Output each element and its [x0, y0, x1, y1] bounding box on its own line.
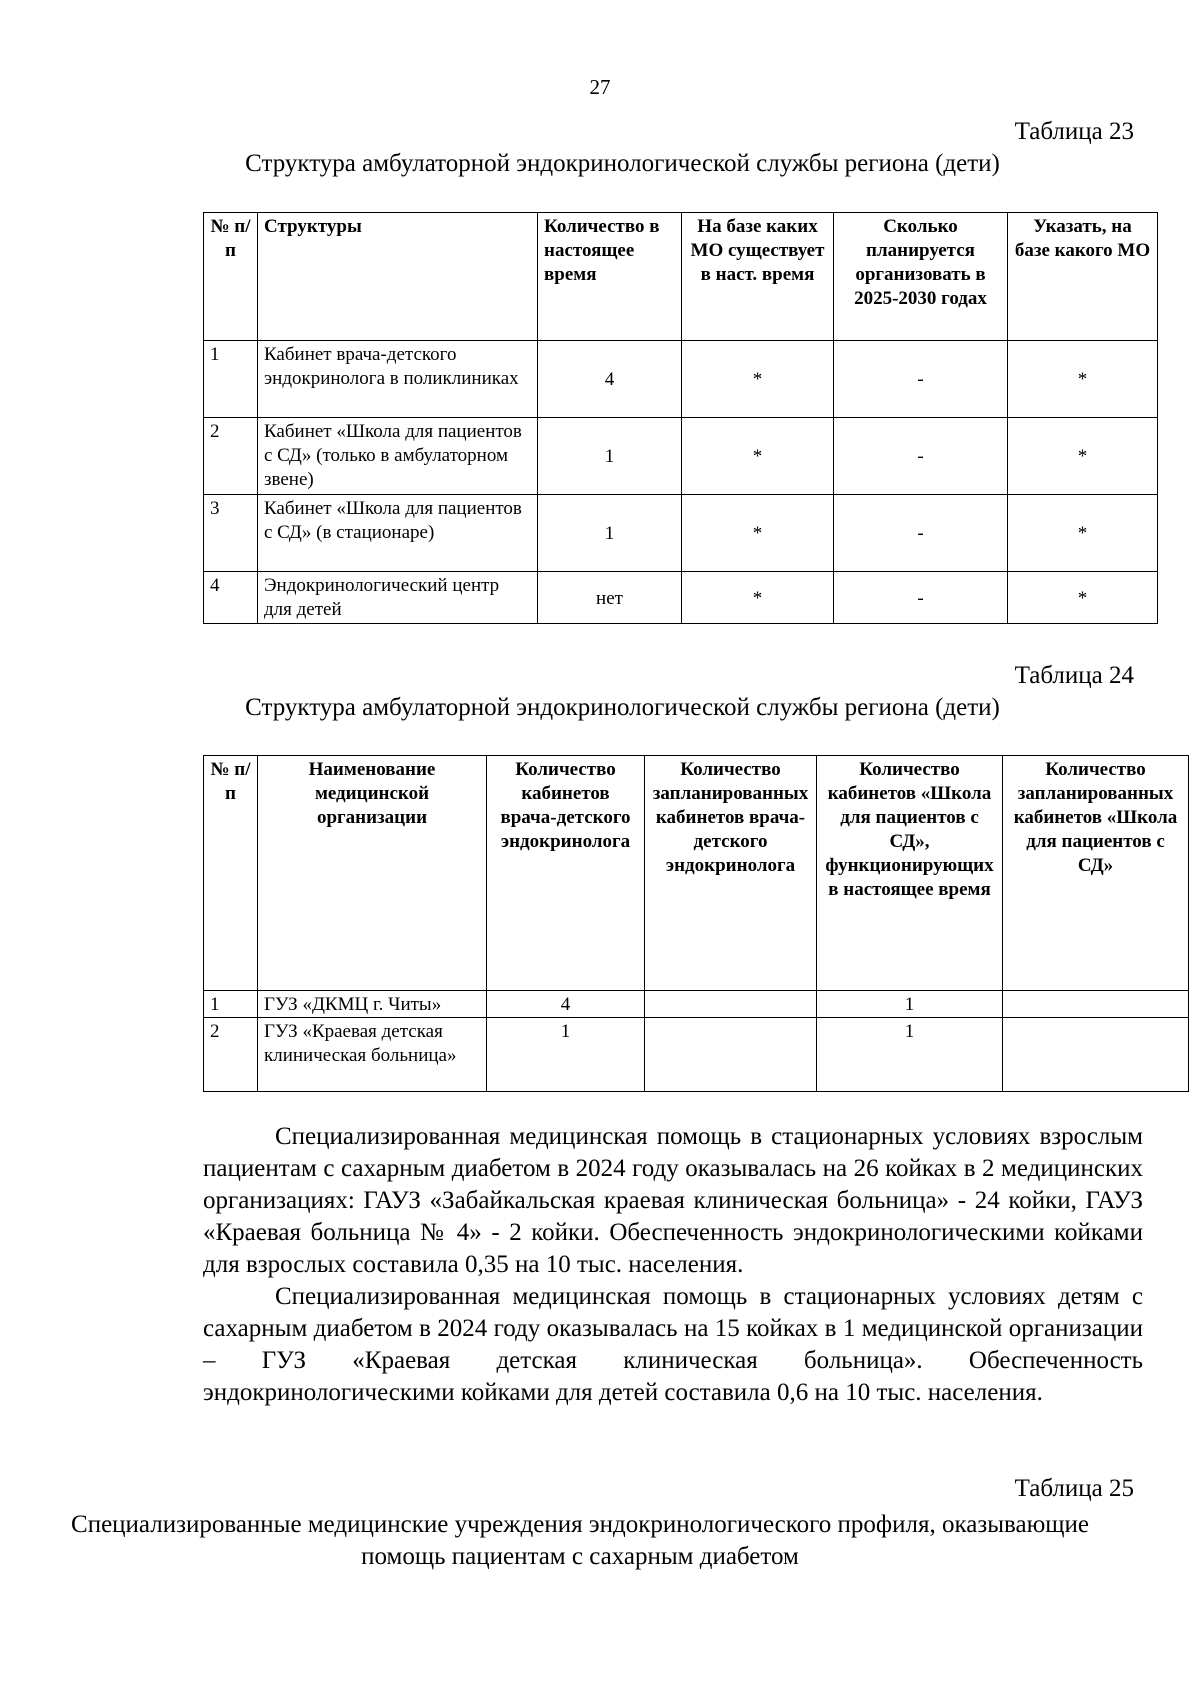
table23-header-where: Указать, на базе какого МО [1008, 213, 1158, 341]
table24-header-school-cabinets: Количество кабинетов «Школа для пациентов с СД», функционирующих в настоящее время [817, 756, 1003, 991]
table24-header-num: № п/п [204, 756, 258, 991]
table23-header-num: № п/п [204, 213, 258, 341]
table23-header-row [204, 213, 1158, 341]
table23 [203, 212, 1158, 624]
table-row [204, 418, 1158, 495]
row-where: * [1008, 341, 1158, 418]
paragraph-children: Специализированная медицинская помощь в стационарных условиях детям с сахарным диабетом в 2024 году оказывалась на 15 койках в 1 медицинской организации – ГУЗ «Краевая детская клиническая больница». Обеспеченность эндокринологическими койками для детей составила 0,6 на 10 тыс. населения. [203, 1283, 1143, 1406]
row-number: 3 [204, 495, 258, 572]
row-count: нет [538, 572, 682, 624]
table24-header-planned-cabinets: Количество запланированных кабинетов врача-детского эндокринолога [645, 756, 817, 991]
row-plan: - [834, 572, 1008, 624]
row-cabinets: 4 [487, 991, 645, 1018]
row-name: Кабинет «Школа для пациентов с СД» (только в амбулаторном звене) [258, 418, 538, 495]
table-row [204, 1018, 1189, 1092]
table-row [204, 341, 1158, 418]
row-planned-school [1003, 991, 1189, 1018]
row-where: * [1008, 495, 1158, 572]
row-where: * [1008, 418, 1158, 495]
table24-header-org: Наименование медицинской организации [258, 756, 487, 991]
page-number: 27 [589, 75, 611, 99]
table23-header-base: На базе каких МО существует в наст. время [682, 213, 834, 341]
row-where: * [1008, 572, 1158, 624]
row-cabinets: 1 [487, 1018, 645, 1092]
row-name: Эндокринологический центр для детей [258, 572, 538, 624]
table24-header-planned-school: Количество запланированных кабинетов «Школа для пациентов с СД» [1003, 756, 1189, 991]
row-plan: - [834, 495, 1008, 572]
row-plan: - [834, 341, 1008, 418]
row-base: * [682, 495, 834, 572]
table23-header-structure: Структуры [258, 213, 538, 341]
row-school-cabinets: 1 [817, 991, 1003, 1018]
table23-header-count: Количество в настоящее время [538, 213, 682, 341]
row-base: * [682, 572, 834, 624]
table24 [203, 755, 1189, 1092]
row-number: 2 [204, 1018, 258, 1092]
body-text [203, 1121, 1143, 1409]
row-base: * [682, 341, 834, 418]
row-school-cabinets: 1 [817, 1018, 1003, 1092]
row-planned-cabinets [645, 991, 817, 1018]
row-plan: - [834, 418, 1008, 495]
table24-title: Структура амбулаторной эндокринологической службы региона (дети) [245, 694, 1000, 721]
row-planned-cabinets [645, 1018, 817, 1092]
row-count: 4 [538, 341, 682, 418]
table23-header-plan: Сколько планируется организовать в 2025-2030 годах [834, 213, 1008, 341]
row-name: Кабинет «Школа для пациентов с СД» (в стационаре) [258, 495, 538, 572]
row-number: 1 [204, 991, 258, 1018]
row-number: 4 [204, 572, 258, 624]
table24-header-cabinets: Количество кабинетов врача-детского эндокринолога [487, 756, 645, 991]
table-row [204, 495, 1158, 572]
row-name: ГУЗ «Краевая детская клиническая больница» [258, 1018, 487, 1092]
row-name: ГУЗ «ДКМЦ г. Читы» [258, 991, 487, 1018]
table24-caption: Таблица 24 [1014, 662, 1134, 689]
row-count: 1 [538, 495, 682, 572]
row-count: 1 [538, 418, 682, 495]
table24-header-row [204, 756, 1189, 991]
table25-caption: Таблица 25 [1014, 1475, 1134, 1502]
table23-title: Структура амбулаторной эндокринологической службы региона (дети) [245, 150, 1000, 177]
paragraph-adults: Специализированная медицинская помощь в стационарных условиях взрослым пациентам с сахарным диабетом в 2024 году оказывалась на 26 койках в 2 медицинских организациях: ГАУЗ «Забайкальская краевая клиническая больница» - 24 койки, ГАУЗ «Краевая больница № 4» - 2 койки. Обеспеченность эндокринологическими койками для взрослых составила 0,35 на 10 тыс. населения. [203, 1123, 1143, 1278]
row-planned-school [1003, 1018, 1189, 1092]
table-row [204, 572, 1158, 624]
table-row [204, 991, 1189, 1018]
row-number: 2 [204, 418, 258, 495]
row-number: 1 [204, 341, 258, 418]
row-name: Кабинет врача-детского эндокринолога в поликлиниках [258, 341, 538, 418]
table25-title: Специализированные медицинские учреждения эндокринологического профиля, оказывающие помощь пациентам с сахарным диабетом [71, 1511, 1089, 1570]
table23-caption: Таблица 23 [1014, 118, 1134, 145]
row-base: * [682, 418, 834, 495]
